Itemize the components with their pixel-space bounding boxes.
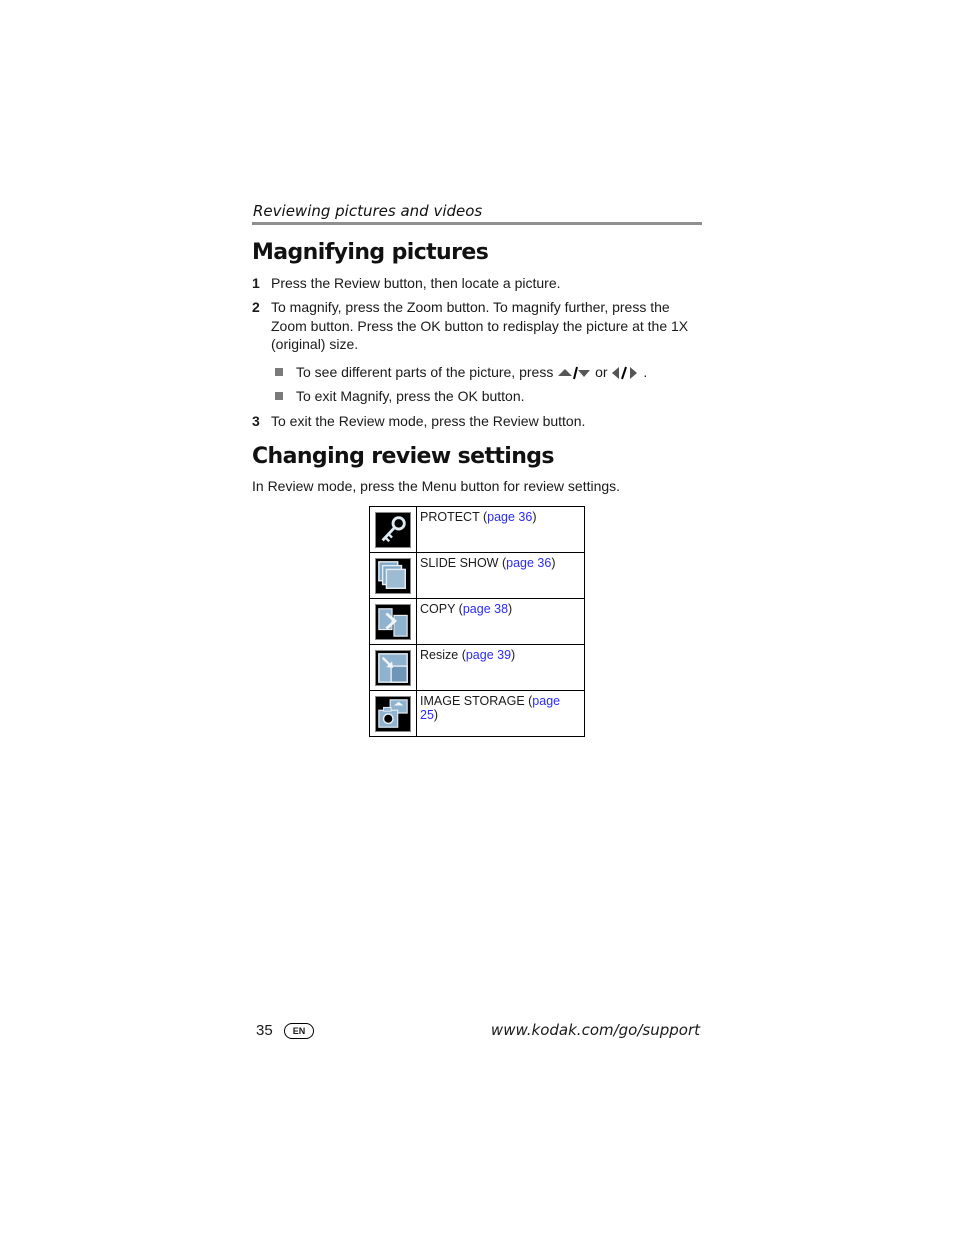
copy-icon xyxy=(375,604,411,640)
bullet-text: To see different parts of the picture, press xyxy=(296,364,554,380)
setting-label-cell: SLIDE SHOW (page 36) xyxy=(417,553,585,599)
icon-cell xyxy=(370,645,417,691)
setting-label: Resize xyxy=(420,648,459,662)
step-number: 1 xyxy=(252,275,260,291)
step-text: Press the Review button, then locate a picture. xyxy=(271,275,561,291)
step-number: 2 xyxy=(252,299,260,315)
page-link[interactable]: page 38 xyxy=(462,602,509,616)
page-link[interactable]: page 36 xyxy=(487,510,533,524)
bullet-marker xyxy=(275,392,283,400)
step-text: To exit the Review mode, press the Review button. xyxy=(271,413,586,429)
header-rule xyxy=(252,222,702,225)
bullet-text-or: or xyxy=(595,364,608,380)
page-link[interactable]: page 36 xyxy=(506,556,552,570)
slide-show-icon xyxy=(375,558,411,594)
table-row xyxy=(370,691,585,737)
setting-label: SLIDE SHOW xyxy=(420,556,499,570)
setting-label-cell: COPY (page 38) xyxy=(417,599,585,645)
setting-label: PROTECT xyxy=(420,510,480,524)
icon-cell xyxy=(370,599,417,645)
bullet-text: To exit Magnify, press the OK button. xyxy=(296,388,525,404)
support-url[interactable]: www.kodak.com/go/support xyxy=(490,1021,700,1039)
table-row xyxy=(370,553,585,599)
setting-label: COPY xyxy=(420,602,456,616)
up-down-arrow-icon xyxy=(557,365,591,381)
page-link[interactable]: page 39 xyxy=(465,648,512,662)
left-right-arrow-icon xyxy=(611,365,639,381)
bullet-text-end: . xyxy=(643,364,648,380)
step-number: 3 xyxy=(252,413,260,429)
setting-label-cell: PROTECT (page 36) xyxy=(417,507,585,553)
review-intro: In Review mode, press the Menu button for review settings. xyxy=(252,478,621,494)
page-link[interactable]: page 25 xyxy=(420,694,561,722)
language-badge: EN xyxy=(284,1023,314,1039)
icon-cell xyxy=(370,507,417,553)
image-storage-icon xyxy=(375,696,411,732)
running-header: Reviewing pictures and videos xyxy=(253,202,483,220)
setting-label-cell: Resize (page 39) xyxy=(417,645,585,691)
protect-key-icon xyxy=(375,512,411,548)
table-row xyxy=(370,599,585,645)
page-number: 35 xyxy=(256,1022,273,1039)
resize-icon xyxy=(375,650,411,686)
bullet-marker xyxy=(275,368,283,376)
step-text: To magnify, press the Zoom button. To magnify further, press the Zoom button. Press the OK button to redisplay the picture at the 1X (original) size. xyxy=(271,299,689,352)
setting-label-cell: IMAGE STORAGE (page 25) xyxy=(417,691,585,737)
table-row xyxy=(370,645,585,691)
icon-cell xyxy=(370,691,417,737)
review-settings-table xyxy=(369,506,585,737)
icon-cell xyxy=(370,553,417,599)
section-title-review-settings: Changing review settings xyxy=(252,444,554,469)
setting-label: IMAGE STORAGE xyxy=(420,694,525,708)
table-row xyxy=(370,507,585,553)
section-title-magnifying: Magnifying pictures xyxy=(252,240,489,265)
